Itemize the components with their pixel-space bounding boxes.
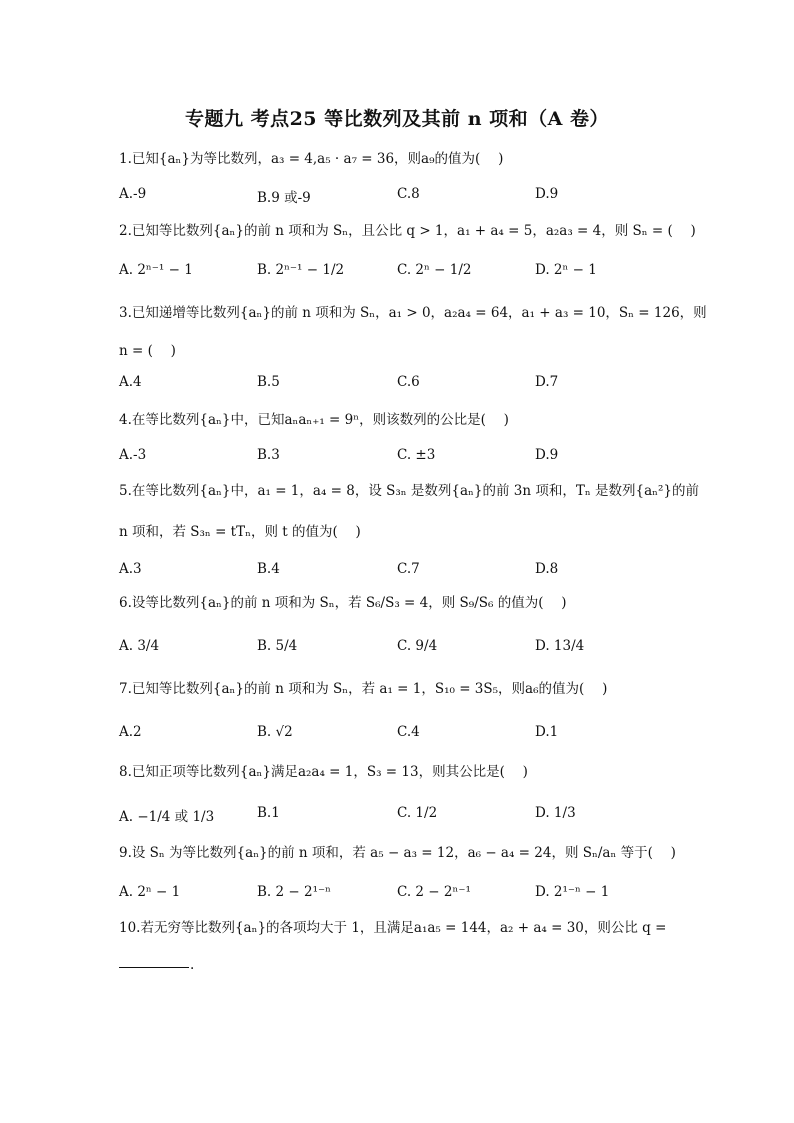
option-c: C. 2ⁿ − 1/2 [397, 262, 472, 278]
option-a: A.-9 [119, 186, 147, 202]
answer-blank [119, 967, 189, 968]
option-a: A. 3/4 [119, 638, 160, 654]
question-2-options [119, 262, 679, 284]
question-5-options [119, 561, 679, 583]
option-d: D.8 [535, 561, 559, 577]
question-6-options [119, 638, 679, 660]
option-d: D.9 [535, 186, 559, 202]
question-4-stem: 4.在等比数列{aₙ}中，已知aₙaₙ₊₁ = 9ⁿ，则该数列的公比是( ) [119, 412, 509, 428]
question-5-stem-cont: n 项和，若 S₃ₙ = tTₙ，则 t 的值为( ) [119, 524, 361, 540]
option-a: A. −1/4 或 1/3 [119, 809, 215, 825]
option-c: C.7 [397, 561, 420, 577]
option-a: A. 2ⁿ⁻¹ − 1 [119, 262, 193, 278]
option-d: D. 1/3 [535, 805, 576, 821]
question-3-stem-cont: n = ( ) [119, 343, 176, 359]
question-9-stem: 9.设 Sₙ 为等比数列{aₙ}的前 n 项和，若 a₅ − a₃ = 12，a₆ − a₄ = 24，则 Sₙ/aₙ 等于( ) [119, 845, 676, 861]
option-a: A.2 [119, 724, 142, 740]
option-b: B.9 或-9 [257, 190, 311, 206]
question-1-options [119, 186, 679, 208]
option-d: D.7 [535, 374, 559, 390]
question-8-stem: 8.已知正项等比数列{aₙ}满足a₂a₄ = 1，S₃ = 13，则其公比是( ) [119, 764, 528, 780]
option-b: B. 5/4 [257, 638, 298, 654]
option-b: B.3 [257, 447, 280, 463]
question-1-stem: 1.已知{aₙ}为等比数列，a₃ = 4,a₅ · a₇ = 36，则a₉的值为( ) [119, 151, 504, 167]
option-b: B. √2 [257, 724, 293, 740]
answer-blank-period: . [190, 957, 195, 973]
option-a: A.3 [119, 561, 142, 577]
option-a: A. 2ⁿ − 1 [119, 884, 181, 900]
option-c: C.8 [397, 186, 420, 202]
option-c: C.4 [397, 724, 420, 740]
option-b: B.4 [257, 561, 280, 577]
question-7-options [119, 724, 679, 746]
option-c: C.6 [397, 374, 420, 390]
option-b: B.1 [257, 805, 280, 821]
question-5-stem: 5.在等比数列{aₙ}中，a₁ = 1，a₄ = 8，设 S₃ₙ 是数列{aₙ}的前 3n 项和，Tₙ 是数列{aₙ²}的前 [119, 483, 699, 499]
question-10-stem: 10.若无穷等比数列{aₙ}的各项均大于 1，且满足a₁a₅ = 144，a₂ + a₄ = 30，则公比 q = [119, 920, 667, 936]
question-2-stem: 2.已知等比数列{aₙ}的前 n 项和为 Sₙ，且公比 q > 1，a₁ + a₄ = 5，a₂a₃ = 4，则 Sₙ = ( ) [119, 223, 696, 239]
option-c: C. 1/2 [397, 805, 438, 821]
option-d: D. 2¹⁻ⁿ − 1 [535, 884, 610, 900]
option-d: D.9 [535, 447, 559, 463]
option-d: D. 2ⁿ − 1 [535, 262, 597, 278]
question-3-options [119, 374, 679, 396]
option-a: A.4 [119, 374, 142, 390]
page-title: 专题九 考点25 等比数列及其前 n 项和（A 卷） [184, 108, 610, 130]
question-6-stem: 6.设等比数列{aₙ}的前 n 项和为 Sₙ，若 S₆/S₃ = 4，则 S₉/S₆ 的值为( ) [119, 595, 567, 611]
option-c: C. 9/4 [397, 638, 438, 654]
question-4-options [119, 447, 679, 469]
option-c: C. 2 − 2ⁿ⁻¹ [397, 884, 471, 900]
question-7-stem: 7.已知等比数列{aₙ}的前 n 项和为 Sₙ，若 a₁ = 1，S₁₀ = 3S₅，则a₆的值为( ) [119, 681, 608, 697]
question-3-stem: 3.已知递增等比数列{aₙ}的前 n 项和为 Sₙ，a₁ > 0，a₂a₄ = 64，a₁ + a₃ = 10，Sₙ = 126，则 [119, 305, 707, 321]
question-9-options [119, 884, 679, 906]
option-a: A.-3 [119, 447, 147, 463]
option-b: B. 2ⁿ⁻¹ − 1/2 [257, 262, 345, 278]
option-c: C. ±3 [397, 447, 436, 463]
option-d: D. 13/4 [535, 638, 585, 654]
option-b: B.5 [257, 374, 280, 390]
option-d: D.1 [535, 724, 559, 740]
question-8-options [119, 805, 679, 827]
option-b: B. 2 − 2¹⁻ⁿ [257, 884, 331, 900]
